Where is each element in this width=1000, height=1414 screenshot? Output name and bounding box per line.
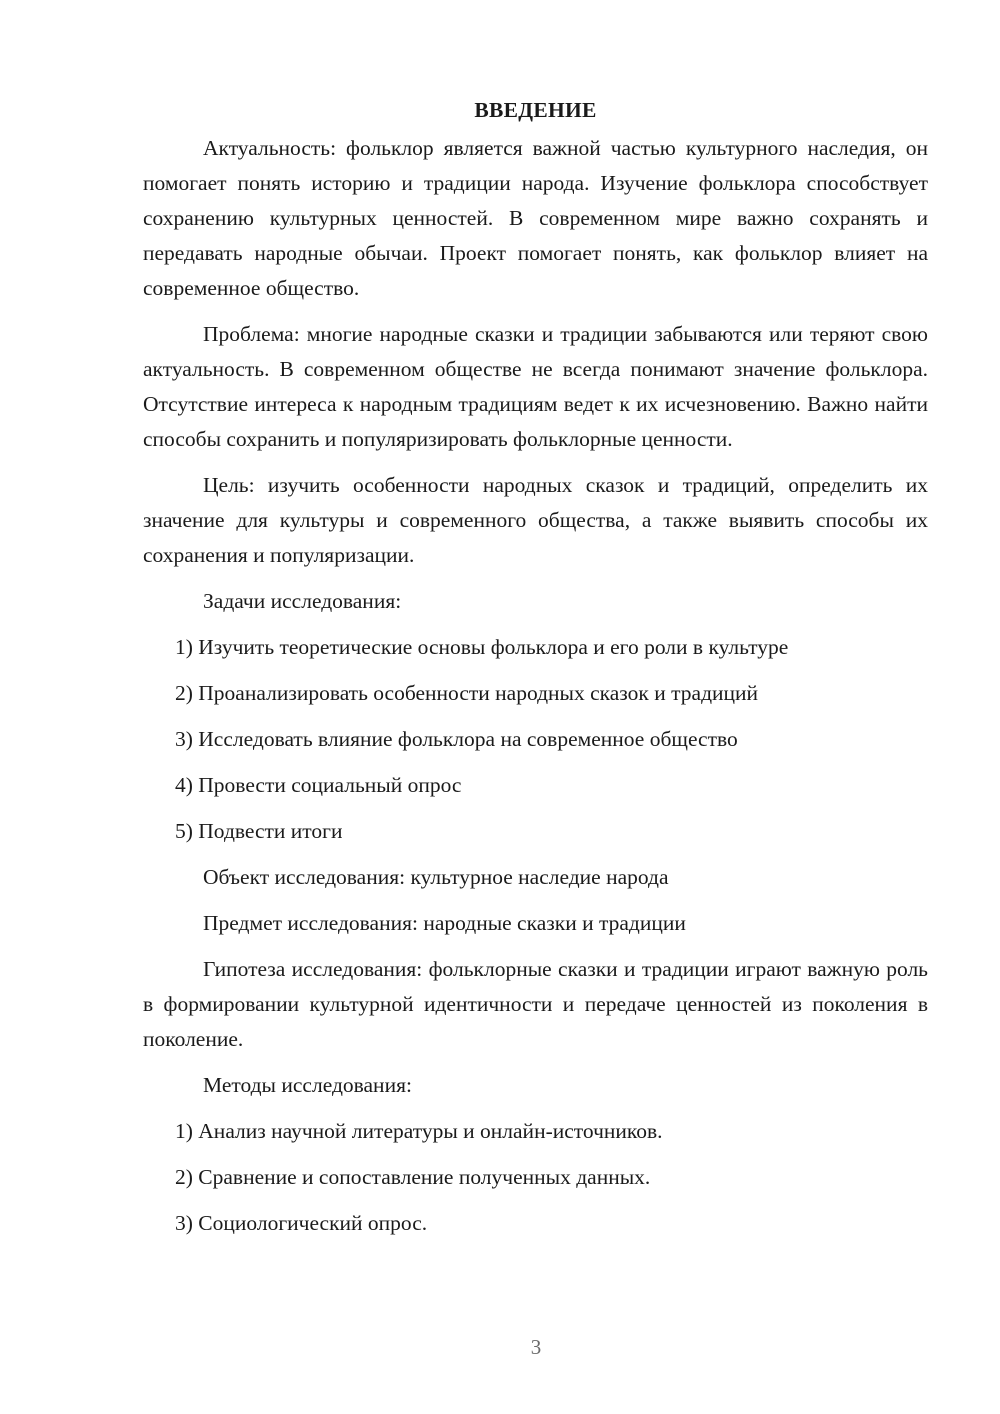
hypothesis-paragraph: Гипотеза исследования: фольклорные сказки и традиции играют важную роль в формировании культурной идентичности и передаче ценностей из поколения в поколение. — [143, 957, 928, 1051]
list-item: 5) Подвести итоги — [175, 819, 343, 843]
relevance-paragraph: Актуальность: фольклор является важной частью культурного наследия, он помогает понять историю и традиции народа. Изучение фольклора способствует сохранению культурных ценностей. В современном мире важно сохранять и передавать народные обычаи. Проект помогает понять, как фольклор влияет на современное общество. — [143, 136, 928, 300]
goal-paragraph: Цель: изучить особенности народных сказок и традиций, определить их значение для культуры и современного общества, а также выявить способы их сохранения и популяризации. — [143, 473, 928, 567]
list-item: 2) Сравнение и сопоставление полученных данных. — [175, 1165, 651, 1189]
list-item: 3) Социологический опрос. — [175, 1211, 428, 1235]
list-item: 3) Исследовать влияние фольклора на современное общество — [175, 727, 738, 751]
tasks-heading: Задачи исследования: — [203, 589, 402, 613]
methods-list — [143, 1114, 928, 1241]
list-item: 2) Проанализировать особенности народных сказок и традиций — [175, 681, 759, 705]
methods-heading: Методы исследования: — [203, 1073, 412, 1097]
tasks-list — [143, 630, 928, 849]
subject-paragraph: Предмет исследования: народные сказки и традиции — [203, 911, 686, 935]
list-item: 4) Провести социальный опрос — [175, 773, 462, 797]
page-number: 3 — [530, 1335, 542, 1359]
list-item: 1) Изучить теоретические основы фольклора и его роли в культуре — [175, 635, 789, 659]
document-page — [143, 92, 928, 1252]
object-paragraph: Объект исследования: культурное наследие народа — [203, 865, 669, 889]
problem-paragraph: Проблема: многие народные сказки и традиции забываются или теряют свою актуальность. В современном обществе не всегда понимают значение фольклора. Отсутствие интереса к народным традициям ведет к их исчезновению. Важно найти способы сохранить и популяризировать фольклорные ценности. — [143, 322, 928, 451]
list-item: 1) Анализ научной литературы и онлайн-источников. — [175, 1119, 663, 1143]
page-title: ВВЕДЕНИЕ — [474, 98, 597, 122]
